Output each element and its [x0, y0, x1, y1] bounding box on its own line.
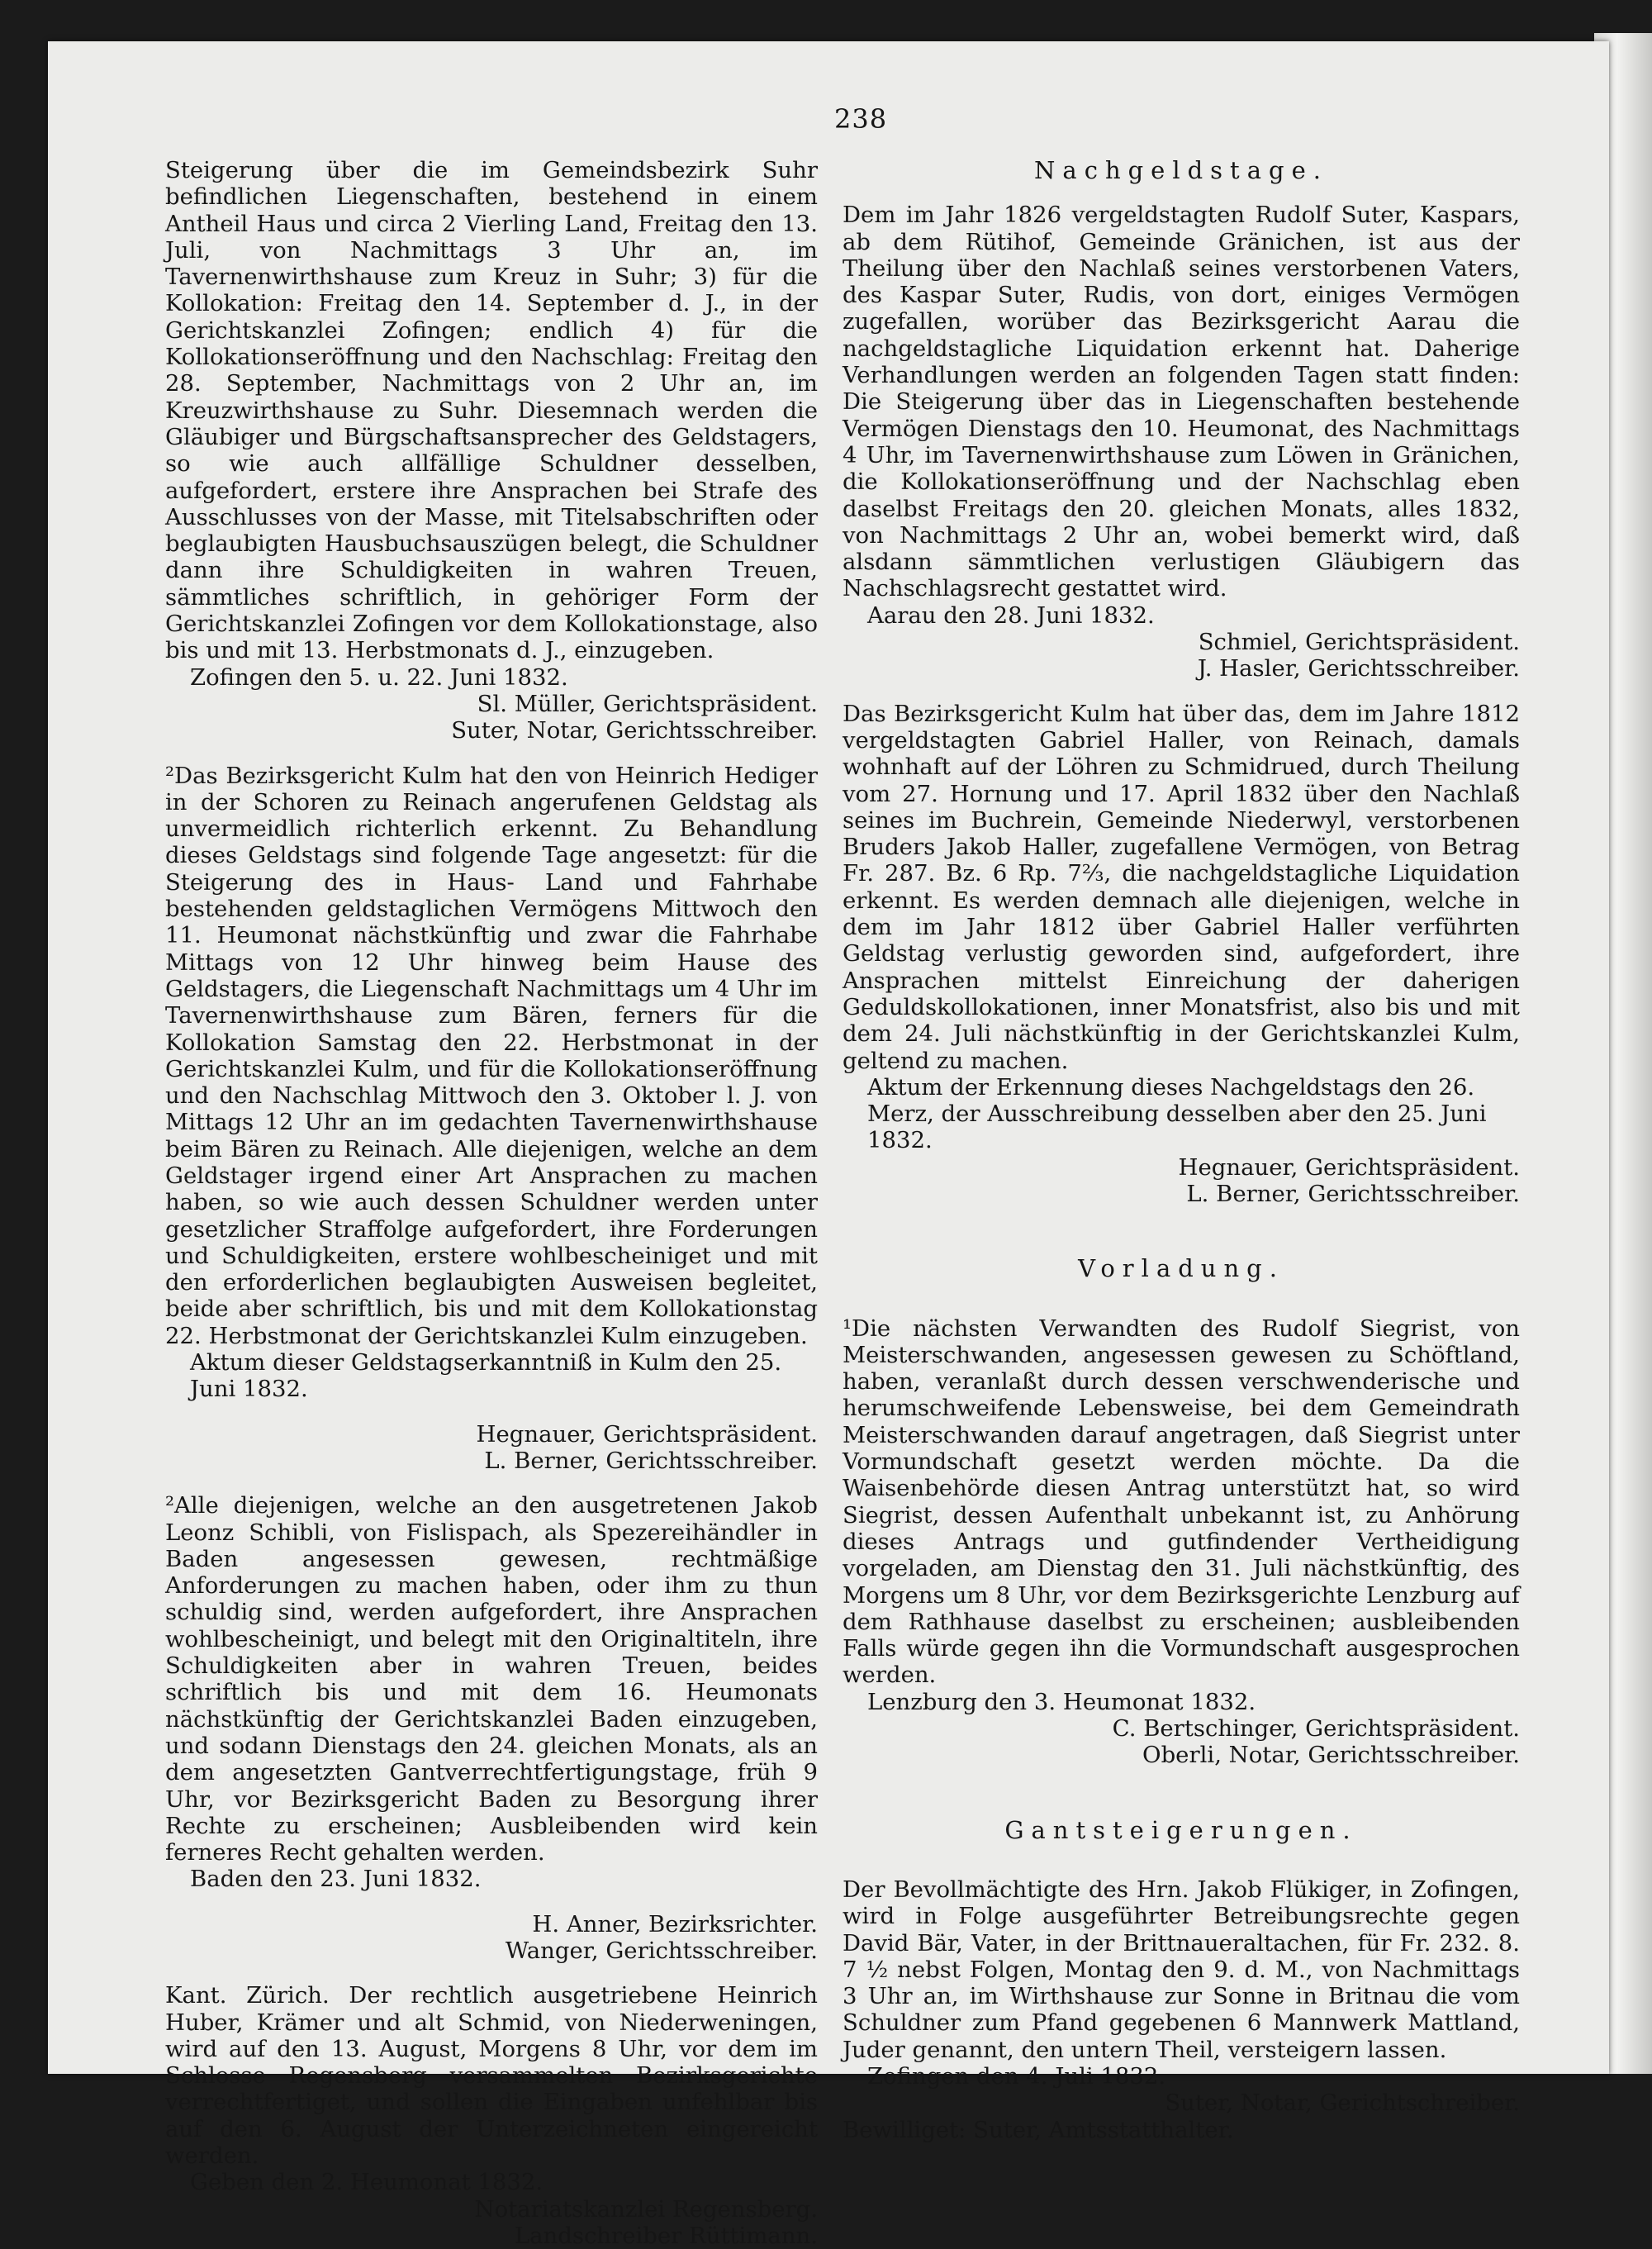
notice-text: ¹Die nächsten Verwandten des Rudolf Siegrist, von Meisterschwanden, angesessen gewesen zu Schöftland, haben, veranlaßt durch dessen verschwenderische und herumschweifende Lebensweise, bei dem Gemeindrath Meisterschwanden darauf angetragen, daß Siegrist unter Vormundschaft gesetzt werden möchte. Da die Waisenbehörde diesen Antrag unterstützt hat, so wird Siegrist, dessen Aufenthalt unbekannt ist, zu Anhörung dieses Antrags und gutfindender Vertheidigung vorgeladen, am Dienstag den 31. Juli nächstkünftig, des Morgens um 8 Uhr, vor dem Bezirksgerichte Lenzburg auf dem Rathhause daselbst zu erscheinen; ausbleibenden Falls würde gegen ihn die Vormundschaft ausgesprochen werden.	[843, 1315, 1520, 1689]
notice-signature: Wanger, Gerichtsschreiber.	[505, 1938, 818, 1964]
notice-date: Baden den 23. Juni 1832.	[190, 1866, 482, 1893]
notice-signature: Notariatskanzlei Regensberg.	[474, 2195, 818, 2223]
page-number: 238	[834, 103, 888, 135]
notice-date: Zofingen den 5. u. 22. Juni 1832.	[190, 663, 568, 691]
notice-signature: Suter, Notar, Gerichtsschreiber.	[451, 717, 818, 744]
notice-text: Steigerung über die im Gemeindsbezirk Suhr befindlichen Liegenschaften, bestehend in einem Antheil Haus und circa 2 Vierling Land, Freitag den 13. Juli, von Nachmittags 3 Uhr an, im Tavernenwirthshause zum Kreuz in Suhr; 3) für die Kollokation: Freitag den 14. September d. J., in der Gerichtskanzlei Zofingen; endlich 4) für die Kollokationseröffnung und den Nachschlag: Freitag den 28. September, Nachmittags von 2 Uhr an, im Kreuzwirthshause zu Suhr. Diesemnach werden die Gläubiger und Bürgschaftsansprecher des Geldstagers, so wie auch allfällige Schuldner desselben, aufgefordert, erstere ihre Ansprachen bei Strafe des Ausschlusses von der Masse, mit Titelsabschriften oder beglaubigten Hausbuchsauszügen belegt, die Schuldner dann ihre Schuldigkeiten in wahren Treuen, sämmtliches schriftlich, in gehöriger Form der Gerichtskanzlei Zofingen vor dem Kollokationstage, also bis und mit 13. Herbstmonats d. J., einzugeben.	[165, 157, 818, 664]
section-heading: Gantsteigerungen.	[1004, 1815, 1358, 1844]
notice-signature: Hegnauer, Gerichtspräsident.	[476, 1420, 818, 1448]
notice-date: Zofingen den 4. Juli 1832.	[867, 2063, 1166, 2090]
notice-signature: Oberli, Notar, Gerichtsschreiber.	[1142, 1742, 1520, 1769]
right-column	[843, 157, 1520, 2143]
notice-text: ²Das Bezirksgericht Kulm hat den von Heinrich Hediger in der Schoren zu Reinach angerufenen Geldstag als unvermeidlich richterlich erkennt. Zu Behandlung dieses Geldstags sind folgende Tage angesetzt: für die Steigerung des in Haus- Land und Fahrhabe bestehenden geldstaglichen Vermögens Mittwoch den 11. Heumonat nächstkünftig und zwar die Fahrhabe Mittags von 12 Uhr hinweg beim Hause des Geldstagers, die Liegenschaft Nachmittags um 4 Uhr im Tavernenwirthshause zum Bären, ferners für die Kollokation Samstag den 22. Herbstmonat in der Gerichtskanzlei Kulm, und für die Kollokationseröffnung und den Nachschlag Mittwoch den 3. Oktober l. J. von Mittags 12 Uhr an im gedachten Tavernenwirthshause beim Bären zu Reinach. Alle diejenigen, welche an dem Geldstager irgend einer Art Ansprachen zu machen haben, so wie auch dessen Schuldner werden unter gesetzlicher Straffolge aufgefordert, ihre Forderungen und Schuldigkeiten, erstere wohlbescheiniget und mit den erforderlichen beglaubigten Ausweisen begleitet, beide aber schriftlich, bis und mit dem Kollokationstag 22. Herbstmonat der Gerichtskanzlei Kulm einzugeben.	[165, 762, 818, 1349]
notice-signature: J. Hasler, Gerichtsschreiber.	[1197, 655, 1520, 682]
notice-text: ²Alle diejenigen, welche an den ausgetretenen Jakob Leonz Schibli, von Fislispach, als Spezereihändler in Baden angesessen gewesen, rechtmäßige Anforderungen zu machen haben, oder ihm zu thun schuldig sind, werden aufgefordert, ihre Ansprachen wohlbescheinigt, und belegt mit den Originaltiteln, ihre Schuldigkeiten aber in wahren Treuen, beides schriftlich bis und mit dem 16. Heumonats nächstkünftig der Gerichtskanzlei Baden einzugeben, und sodann Dienstags den 24. gleichen Monats, als an dem angesetzten Gantverrechtfertigungstage, früh 9 Uhr, vor Bezirksgericht Baden zu Besorgung ihrer Rechte zu erscheinen; Ausbleibenden wird kein ferneres Recht gehalten werden.	[165, 1492, 818, 1866]
notice-signature: L. Berner, Gerichtsschreiber.	[484, 1447, 818, 1474]
notice-text: Kant. Zürich. Der rechtlich ausgetriebene Heinrich Huber, Krämer und alt Schmid, von Niederweningen, wird auf den 13. August, Morgens 8 Uhr, vor dem im Schlosse Regensberg versammelten Bezirksgerichte verrechtfertiget, und sollen die Eingaben unfehlbar bis auf den 6. August der Unterzeichneten eingereicht werden.	[165, 1982, 818, 2170]
notice-date: Aarau den 28. Juni 1832.	[867, 601, 1155, 629]
notice-signature: Bewilliget: Suter, Amtsstatthalter.	[843, 2116, 1234, 2143]
notice-signature: H. Anner, Bezirksrichter.	[532, 1910, 818, 1938]
notice-signature: Hegnauer, Gerichtspräsident.	[1178, 1153, 1520, 1181]
left-column	[165, 157, 818, 2249]
notice-signature: L. Berner, Gerichtsschreiber.	[1186, 1180, 1520, 1207]
notice-signature: Suter, Notar, Gerichtschreiber.	[1165, 2090, 1520, 2117]
notice-date: Aktum dieser Geldstagserkanntniß in Kulm den 25. Juni 1832.	[190, 1349, 782, 1403]
notice-date: Aktum der Erkennung dieses Nachgeldstags den 26. Merz, der Ausschreibung desselben aber den 25. Juni 1832.	[867, 1073, 1487, 1154]
notice-date: Geben den 2. Heumonat 1832.	[190, 2169, 544, 2196]
notice-signature: Sl. Müller, Gerichtspräsident.	[477, 690, 818, 717]
notice-text: Dem im Jahr 1826 vergeldstagten Rudolf Suter, Kaspars, ab dem Rütihof, Gemeinde Gränichen, ist aus der Theilung über den Nachlaß seines verstorbenen Vaters, des Kaspar Suter, Rudis, von dort, einiges Vermögen zugefallen, worüber das Bezirksgericht Aarau die nachgeldstagliche Liquidation erkennt hat. Daherige Verhandlungen werden an folgenden Tagen statt finden: Die Steigerung über das in Liegenschaften bestehende Vermögen Dienstags den 10. Heumonat, des Nachmittags 4 Uhr, im Tavernenwirthshause zum Löwen in Gränichen, die Kollokationseröffnung und der Nachschlag eben daselbst Freitags den 20. gleichen Monats, alles 1832, von Nachmittags 2 Uhr an, wobei bemerkt wird, daß alsdann sämmtlichen verlustigen Gläubigern das Nachschlagsrecht gestattet wird.	[843, 202, 1520, 602]
notice-text: Der Bevollmächtigte des Hrn. Jakob Flükiger, in Zofingen, wird in Folge ausgeführter Betreibungsrechte gegen David Bär, Vater, in der Brittnaueraltachen, für Fr. 232. 8. 7 ½ nebst Folgen, Montag den 9. d. M., von Nachmittags 3 Uhr an, im Wirthshause zur Sonne in Britnau die vom Schuldner zum Pfand gegebenen 6 Mannwerk Mattland, Juder genannt, den untern Theil, versteigern lassen.	[843, 1876, 1520, 2063]
notice-signature: Landschreiber Rüttimann.	[514, 2222, 818, 2249]
section-heading: Nachgeldstage.	[1034, 156, 1328, 184]
notice-signature: Schmiel, Gerichtspräsident.	[1198, 629, 1520, 656]
section-heading: Vorladung.	[1078, 1254, 1284, 1283]
notice-date: Lenzburg den 3. Heumonat 1832.	[867, 1688, 1256, 1715]
notice-signature: C. Bertschinger, Gerichtspräsident.	[1112, 1715, 1520, 1743]
notice-text: Das Bezirksgericht Kulm hat über das, dem im Jahre 1812 vergeldstagten Gabriel Haller, von Reinach, damals wohnhaft auf der Löhren zu Schmidrued, durch Theilung vom 27. Hornung und 17. April 1832 über den Nachlaß seines im Buchrein, Gemeinde Niederwyl, verstorbenen Bruders Jakob Haller, zugefallene Vermögen, von Betrag Fr. 287. Bz. 6 Rp. 7⅔, die nachgeldstagliche Liquidation erkennt. Es werden demnach alle diejenigen, welche in dem im Jahr 1812 über Gabriel Haller verführten Geldstag verlustig geworden sind, aufgefordert, ihre Ansprachen mittelst Einreichung der daherigen Geduldskollokationen, inner Monatsfrist, also bis und mit dem 24. Juli nächstkünftig in der Gerichtskanzlei Kulm, geltend zu machen.	[843, 700, 1520, 1074]
